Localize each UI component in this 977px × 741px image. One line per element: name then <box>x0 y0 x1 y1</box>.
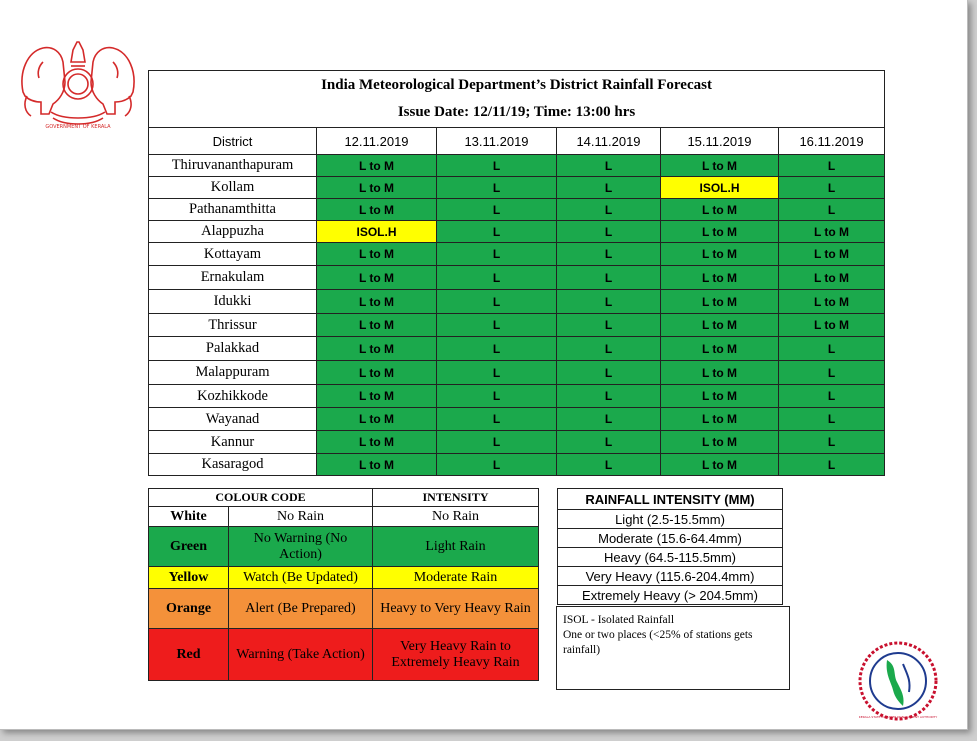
forecast-body <box>149 155 885 476</box>
forecast-cell: L <box>557 243 661 266</box>
forecast-cell: L to M <box>317 337 437 361</box>
forecast-cell: L <box>557 199 661 221</box>
colour-name: Orange <box>149 589 229 629</box>
forecast-cell: L <box>437 385 557 408</box>
forecast-cell: L <box>557 454 661 476</box>
forecast-cell: L <box>437 454 557 476</box>
district-name: Thrissur <box>149 314 317 337</box>
rainfall-intensity-header: RAINFALL INTENSITY (MM) <box>558 489 783 510</box>
colour-name: White <box>149 507 229 527</box>
table-row <box>149 266 885 290</box>
colour-row <box>149 567 539 589</box>
forecast-cell: L <box>437 290 557 314</box>
colour-intensity: Light Rain <box>373 527 539 567</box>
forecast-cell: L to M <box>779 314 885 337</box>
intensity-header: INTENSITY <box>373 489 539 507</box>
date-header: 13.11.2019 <box>437 128 557 155</box>
colour-intensity: Very Heavy Rain to Extremely Heavy Rain <box>373 629 539 681</box>
forecast-cell: L to M <box>317 155 437 177</box>
district-name: Pathanamthitta <box>149 199 317 221</box>
forecast-cell: L <box>437 408 557 431</box>
district-name: Alappuzha <box>149 221 317 243</box>
district-name: Kottayam <box>149 243 317 266</box>
district-forecast-table <box>148 70 885 476</box>
forecast-cell: L <box>437 243 557 266</box>
district-name: Kozhikkode <box>149 385 317 408</box>
rainfall-intensity-table <box>557 488 783 605</box>
forecast-cell: L to M <box>317 454 437 476</box>
forecast-cell: L <box>557 314 661 337</box>
table-row <box>149 431 885 454</box>
intensity-item: Moderate (15.6-64.4mm) <box>558 529 783 548</box>
colour-intensity: Moderate Rain <box>373 567 539 589</box>
isol-note-box <box>556 606 790 690</box>
forecast-cell: L <box>437 199 557 221</box>
forecast-cell: L <box>557 385 661 408</box>
forecast-cell: L to M <box>661 314 779 337</box>
forecast-cell: ISOL.H <box>661 177 779 199</box>
forecast-cell: L to M <box>661 361 779 385</box>
forecast-cell: L <box>557 221 661 243</box>
forecast-cell: L <box>779 177 885 199</box>
table-title-cell <box>149 71 885 128</box>
district-name: Malappuram <box>149 361 317 385</box>
table-row <box>149 221 885 243</box>
forecast-cell: L to M <box>779 290 885 314</box>
forecast-cell: ISOL.H <box>317 221 437 243</box>
colour-name: Yellow <box>149 567 229 589</box>
isol-note-line2: One or two places (<25% of stations gets rainfall) <box>563 629 753 656</box>
forecast-cell: L <box>779 454 885 476</box>
forecast-cell: L to M <box>661 221 779 243</box>
forecast-cell: L to M <box>317 431 437 454</box>
forecast-cell: L to M <box>661 454 779 476</box>
table-row <box>149 199 885 221</box>
ksdma-logo-icon <box>857 640 939 722</box>
date-header: 12.11.2019 <box>317 128 437 155</box>
forecast-cell: L <box>779 337 885 361</box>
colour-header-row <box>149 489 539 507</box>
forecast-cell: L to M <box>317 385 437 408</box>
table-row <box>149 408 885 431</box>
colour-meaning: No Rain <box>229 507 373 527</box>
forecast-cell: L to M <box>779 243 885 266</box>
table-row <box>149 155 885 177</box>
district-name: Idukki <box>149 290 317 314</box>
forecast-cell: L <box>437 177 557 199</box>
header-row <box>149 128 885 155</box>
forecast-cell: L to M <box>661 266 779 290</box>
forecast-cell: L <box>779 408 885 431</box>
colour-row <box>149 507 539 527</box>
table-row <box>149 337 885 361</box>
colour-row <box>149 589 539 629</box>
colour-meaning: Warning (Take Action) <box>229 629 373 681</box>
table-row <box>149 290 885 314</box>
kerala-emblem-icon <box>13 22 143 130</box>
isol-note-line1: ISOL - Isolated Rainfall <box>563 614 675 626</box>
colour-row <box>149 629 539 681</box>
forecast-cell: L to M <box>317 199 437 221</box>
forecast-title: India Meteorological Department’s District Rainfall Forecast <box>321 77 712 93</box>
colour-meaning: Alert (Be Prepared) <box>229 589 373 629</box>
forecast-cell: L to M <box>661 243 779 266</box>
district-name: Ernakulam <box>149 266 317 290</box>
intensity-item: Heavy (64.5-115.5mm) <box>558 548 783 567</box>
logo-caption: KERALA STATE DISASTER MANAGEMENT AUTHORITY <box>858 715 938 719</box>
forecast-cell: L to M <box>317 266 437 290</box>
district-name: Kannur <box>149 431 317 454</box>
forecast-cell: L to M <box>317 361 437 385</box>
colour-code-table <box>148 488 539 681</box>
district-name: Palakkad <box>149 337 317 361</box>
intensity-item: Extremely Heavy (> 204.5mm) <box>558 586 783 605</box>
intensity-item: Light (2.5-15.5mm) <box>558 510 783 529</box>
forecast-cell: L <box>437 221 557 243</box>
forecast-cell: L <box>779 385 885 408</box>
forecast-cell: L to M <box>317 177 437 199</box>
colour-meaning: No Warning (No Action) <box>229 527 373 567</box>
forecast-cell: L <box>779 431 885 454</box>
forecast-cell: L <box>779 155 885 177</box>
table-row <box>149 243 885 266</box>
forecast-cell: L to M <box>661 385 779 408</box>
forecast-cell: L <box>557 155 661 177</box>
forecast-cell: L <box>437 314 557 337</box>
colour-row <box>149 527 539 567</box>
colour-body <box>149 507 539 681</box>
table-row <box>149 454 885 476</box>
forecast-cell: L to M <box>317 314 437 337</box>
title-row <box>149 71 885 128</box>
date-header: 15.11.2019 <box>661 128 779 155</box>
colour-code-header: COLOUR CODE <box>149 489 373 507</box>
colour-intensity: Heavy to Very Heavy Rain <box>373 589 539 629</box>
date-header: 14.11.2019 <box>557 128 661 155</box>
district-name: Thiruvananthapuram <box>149 155 317 177</box>
forecast-cell: L <box>779 199 885 221</box>
forecast-cell: L to M <box>317 408 437 431</box>
forecast-cell: L to M <box>317 290 437 314</box>
forecast-cell: L <box>557 290 661 314</box>
colour-name: Red <box>149 629 229 681</box>
forecast-cell: L <box>437 431 557 454</box>
forecast-cell: L to M <box>661 337 779 361</box>
colour-name: Green <box>149 527 229 567</box>
forecast-cell: L <box>557 408 661 431</box>
forecast-cell: L to M <box>661 431 779 454</box>
forecast-cell: L to M <box>661 155 779 177</box>
district-header: District <box>149 128 317 155</box>
table-row <box>149 385 885 408</box>
district-name: Wayanad <box>149 408 317 431</box>
forecast-cell: L to M <box>779 266 885 290</box>
forecast-cell: L <box>437 361 557 385</box>
forecast-cell: L to M <box>661 199 779 221</box>
forecast-cell: L <box>437 337 557 361</box>
forecast-cell: L <box>557 177 661 199</box>
district-name: Kasaragod <box>149 454 317 476</box>
forecast-cell: L <box>779 361 885 385</box>
forecast-cell: L <box>437 266 557 290</box>
table-row <box>149 177 885 199</box>
colour-intensity: No Rain <box>373 507 539 527</box>
colour-meaning: Watch (Be Updated) <box>229 567 373 589</box>
forecast-cell: L <box>557 266 661 290</box>
date-header: 16.11.2019 <box>779 128 885 155</box>
forecast-cell: L <box>557 337 661 361</box>
forecast-cell: L <box>437 155 557 177</box>
forecast-cell: L to M <box>317 243 437 266</box>
issue-date: Issue Date: 12/11/19; Time: 13:00 hrs <box>397 104 636 120</box>
forecast-cell: L <box>557 431 661 454</box>
forecast-cell: L to M <box>661 290 779 314</box>
emblem-caption: GOVERNMENT OF KERALA <box>45 124 111 130</box>
table-row <box>149 314 885 337</box>
intensity-item: Very Heavy (115.6-204.4mm) <box>558 567 783 586</box>
forecast-cell: L <box>557 361 661 385</box>
table-row <box>149 361 885 385</box>
forecast-cell: L to M <box>779 221 885 243</box>
forecast-cell: L to M <box>661 408 779 431</box>
district-name: Kollam <box>149 177 317 199</box>
